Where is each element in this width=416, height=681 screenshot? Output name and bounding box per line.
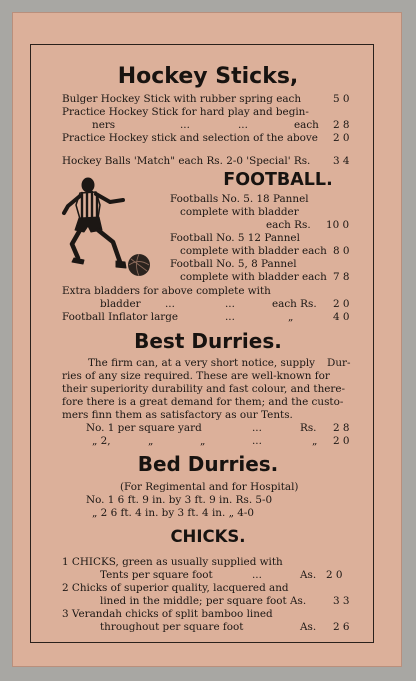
football-price-5: 4 0: [333, 311, 350, 323]
hockey-price-4: 2 0: [333, 132, 350, 144]
hockey-line-3c: ...: [238, 119, 248, 131]
chicks-price-3: 2 6: [333, 621, 350, 633]
chicks-line-1c: ...: [252, 569, 262, 581]
hockey-line-4: Practice Hockey stick and selection of the above: [62, 132, 318, 144]
footballer-illustration-icon: [58, 172, 153, 284]
chicks-line-3b: throughout per square foot: [100, 621, 244, 633]
durries-text-3: their superiority durability and fast colour, and there-: [62, 383, 346, 395]
durries-row-2b: „: [148, 435, 154, 447]
durries-row-1b: ...: [252, 422, 262, 434]
bed-durries-row-1: No. 1 6 ft. 9 in. by 3 ft. 9 in. Rs. 5-0: [86, 494, 273, 506]
durries-row-2c: „: [200, 435, 206, 447]
football-line-2b: complete with bladder each: [180, 245, 327, 257]
football-price-3: 7 8: [333, 271, 350, 283]
hockey-price-1: 5 0: [333, 93, 350, 105]
chicks-line-1d: As.: [300, 569, 317, 581]
football-line-5b: ...: [225, 311, 235, 323]
football-line-3b: complete with bladder each: [180, 271, 327, 283]
football-line-2a: Football No. 5 12 Pannel: [170, 232, 300, 244]
football-line-1c: each Rs.: [266, 219, 311, 231]
football-line-1a: Footballs No. 5. 18 Pannel: [170, 193, 309, 205]
durries-text-2: ries of any size required. These are well-known for: [62, 370, 330, 382]
football-line-3a: Football No. 5, 8 Pannel: [170, 258, 297, 270]
hockey-price-3: 2 8: [333, 119, 350, 131]
chicks-price-1: 2 0: [326, 569, 343, 581]
football-price-2: 8 0: [333, 245, 350, 257]
hockey-price-5: 3 4: [333, 155, 350, 167]
durries-row-1a: No. 1 per square yard: [86, 422, 202, 434]
chicks-price-2: 3 3: [333, 595, 350, 607]
durries-title: Best Durries.: [134, 329, 282, 353]
chicks-line-3c: As.: [300, 621, 317, 633]
durries-text-4: fore there is a great demand for them; and the custo-: [62, 396, 344, 408]
football-price-1: 10 0: [326, 219, 350, 231]
chicks-line-2b: lined in the middle; per square foot As.: [100, 595, 307, 607]
football-line-1b: complete with bladder: [180, 206, 299, 218]
football-line-4d: ...: [225, 298, 235, 310]
football-line-5a: Football Inflator large: [62, 311, 179, 323]
durries-text-1b: Dur-: [327, 357, 351, 369]
hockey-line-3d: each: [294, 119, 319, 131]
football-line-4b: bladder: [100, 298, 141, 310]
hockey-line-5: Hockey Balls 'Match" each Rs. 2-0 'Special' Rs.: [62, 155, 311, 167]
hockey-line-2: Practice Hockey Stick for hard play and begin-: [62, 106, 309, 118]
durries-text-1: The firm can, at a very short notice, supply: [88, 357, 316, 369]
hockey-line-3a: ners: [92, 119, 116, 131]
hockey-line-1: Bulger Hockey Stick with rubber spring each: [62, 93, 302, 105]
durries-row-2d: ...: [252, 435, 262, 447]
football-price-4: 2 0: [333, 298, 350, 310]
football-title: FOOTBALL.: [223, 170, 333, 190]
football-line-5c: „: [288, 311, 294, 323]
bed-durries-row-2: „ 2 6 ft. 4 in. by 3 ft. 4 in. „ 4-0: [92, 507, 254, 519]
durries-price-2: 2 0: [333, 435, 350, 447]
chicks-line-1b: Tents per square foot: [100, 569, 213, 581]
chicks-line-3a: 3 Verandah chicks of split bamboo lined: [62, 608, 273, 620]
hockey-title: Hockey Sticks,: [117, 64, 299, 89]
chicks-line-1a: 1 CHICKS, green as usually supplied with: [62, 556, 283, 568]
durries-row-2e: „: [312, 435, 318, 447]
football-line-4c: ...: [165, 298, 175, 310]
football-line-4a: Extra bladders for above complete with: [62, 285, 271, 297]
chicks-title: CHICKS.: [170, 527, 246, 546]
football-line-4e: each Rs.: [272, 298, 317, 310]
chicks-line-2a: 2 Chicks of superior quality, lacquered and: [62, 582, 289, 594]
durries-row-1c: Rs.: [300, 422, 317, 434]
bed-durries-title: Bed Durries.: [137, 452, 279, 476]
durries-text-5: mers finn them as satisfactory as our Tents.: [62, 409, 293, 421]
durries-price-1: 2 8: [333, 422, 350, 434]
durries-row-2a: „ 2,: [92, 435, 111, 447]
hockey-line-3b: ...: [180, 119, 190, 131]
bed-durries-subtitle: (For Regimental and for Hospital): [120, 481, 299, 493]
